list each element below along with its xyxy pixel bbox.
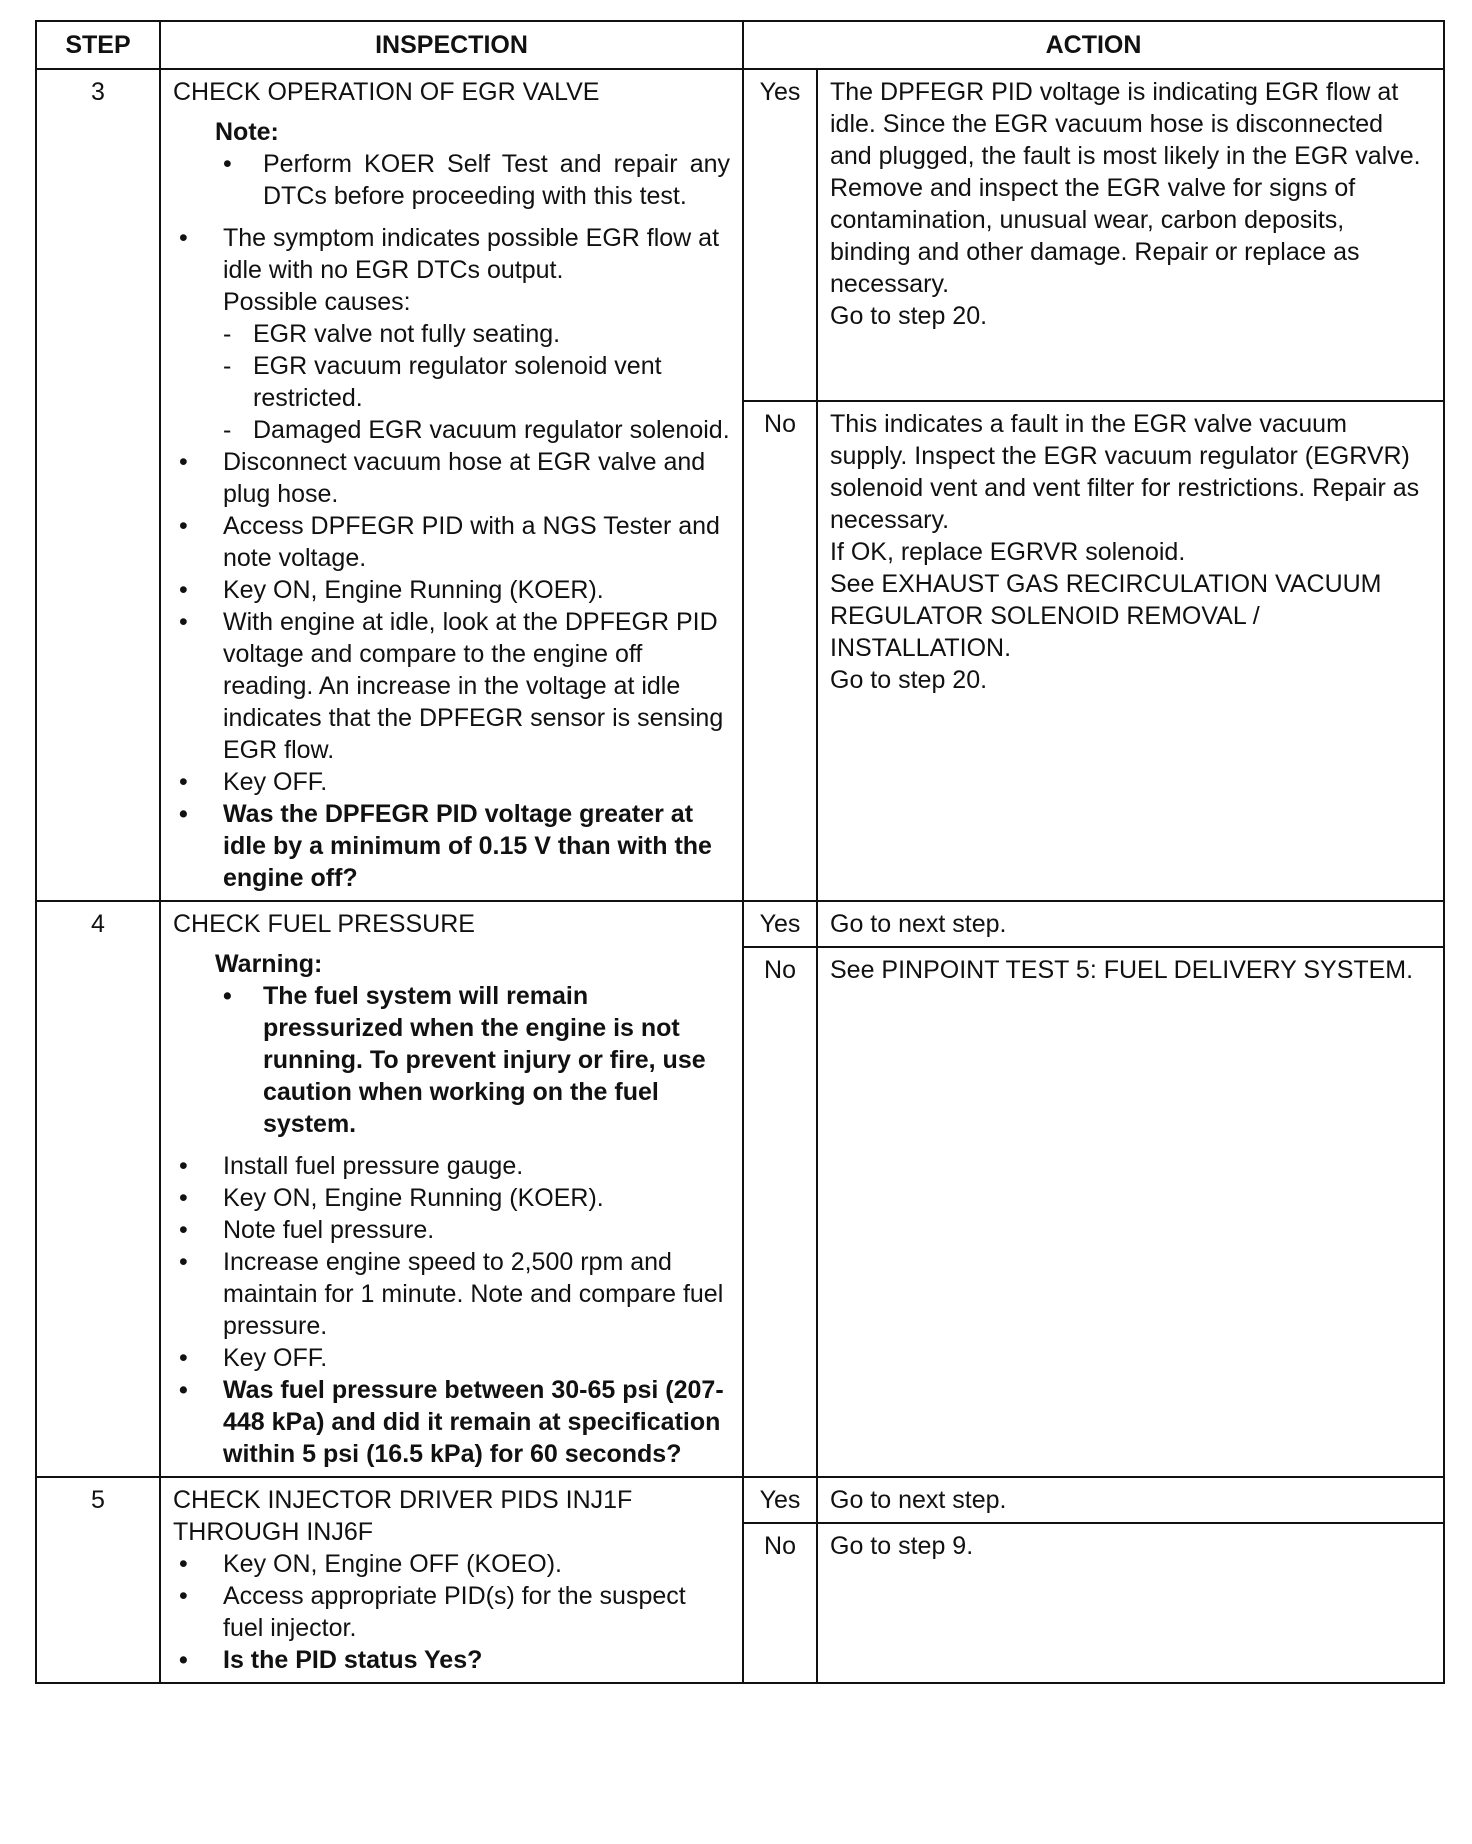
inspection-bullets [173,1548,730,1676]
no-action [817,1523,1444,1683]
list-item: • Key ON, Engine Running (KOER). [173,574,730,606]
note-block [173,116,730,212]
list-item: • Note fuel pressure. [173,1214,730,1246]
list-item: • Increase engine speed to 2,500 rpm and maintain for 1 minute. Note and compare fuel pressure. [173,1246,730,1342]
action-line: Go to step 9. [830,1532,974,1560]
list-item [173,222,730,318]
yes-label: Yes [743,901,817,947]
yes-action [817,901,1444,947]
step-5-inspection [160,1477,743,1683]
step-title: CHECK INJECTOR DRIVER PIDS INJ1F THROUGH INJ6F [173,1486,633,1546]
action-line: Go to step 20. [830,302,988,330]
step-3-inspection [160,69,743,901]
step-header: STEP [36,21,160,69]
action-line: This indicates a fault in the EGR valve vacuum supply. Inspect the EGR vacuum regulator (EGRVR) solenoid vent and vent filter for restrictions. Repair as necessary. [830,410,1420,534]
warning-block [173,948,730,1140]
yes-label: Yes [743,1477,817,1523]
step-5-yes-row [36,1477,1444,1523]
step-number: 4 [36,901,160,1477]
action-line: Go to next step. [830,1486,1007,1514]
list-item: • Access appropriate PID(s) for the suspect fuel injector. [173,1580,730,1644]
causes-list [173,318,730,446]
inspection-header: INSPECTION [160,21,743,69]
step-title: CHECK FUEL PRESSURE [173,910,475,938]
step-4-yes-row [36,901,1444,947]
question-item: • Was the DPFEGR PID voltage greater at idle by a minimum of 0.15 V than with the engine off? [173,798,730,894]
step-number: 3 [36,69,160,901]
list-item: • Key OFF. [173,1342,730,1374]
action-line: See EXHAUST GAS RECIRCULATION VACUUM REGULATOR SOLENOID REMOVAL / INSTALLATION. [830,570,1382,662]
step-4-inspection [160,901,743,1477]
list-item: • With engine at idle, look at the DPFEGR PID voltage and compare to the engine off reading. An increase in the voltage at idle indicates that the DPFEGR sensor is sensing EGR flow. [173,606,730,766]
list-item: • Disconnect vacuum hose at EGR valve and plug hose. [173,446,730,510]
action-line: If OK, replace EGRVR solenoid. [830,538,1186,566]
symptom-text: The symptom indicates possible EGR flow at idle with no EGR DTCs output. [223,224,720,284]
question-item: • Is the PID status Yes? [173,1644,730,1676]
no-action [817,401,1444,901]
header-row [36,21,1444,69]
cause-item: - EGR valve not fully seating. [173,318,730,350]
note-label: Note: [215,118,279,146]
no-action [817,947,1444,1477]
action-line: Go to step 20. [830,666,988,694]
question-item: • Was fuel pressure between 30-65 psi (207-448 kPa) and did it remain at specification within 5 psi (16.5 kPa) for 60 seconds? [173,1374,730,1470]
yes-label: Yes [743,69,817,401]
action-line: See PINPOINT TEST 5: FUEL DELIVERY SYSTEM. [830,956,1414,984]
no-label: No [743,947,817,1477]
note-item: • Perform KOER Self Test and repair any DTCs before proceeding with this test. [173,148,730,212]
step-3-yes-row [36,69,1444,401]
warning-item: • The fuel system will remain pressurized when the engine is not running. To prevent injury or fire, use caution when working on the fuel system. [173,980,730,1140]
cause-item: - Damaged EGR vacuum regulator solenoid. [173,414,730,446]
no-label: No [743,401,817,901]
action-line: Remove and inspect the EGR valve for signs of contamination, unusual wear, carbon deposits, binding and other damage. Repair or replace as necessary. [830,174,1360,298]
diagnostic-table [35,20,1445,1684]
possible-causes-label: Possible causes: [223,288,411,316]
inspection-bullets [173,222,730,318]
step-title: CHECK OPERATION OF EGR VALVE [173,78,600,106]
cause-item: - EGR vacuum regulator solenoid vent restricted. [173,350,730,414]
action-line: Go to next step. [830,910,1007,938]
list-item: • Key ON, Engine OFF (KOEO). [173,1548,730,1580]
list-item: • Key OFF. [173,766,730,798]
action-line: The DPFEGR PID voltage is indicating EGR flow at idle. Since the EGR vacuum hose is disconnected and plugged, the fault is most likely in the EGR valve. [830,78,1421,170]
action-header: ACTION [743,21,1444,69]
list-item: • Access DPFEGR PID with a NGS Tester and note voltage. [173,510,730,574]
step-number: 5 [36,1477,160,1683]
yes-action [817,69,1444,401]
yes-action [817,1477,1444,1523]
inspection-bullets [173,446,730,894]
list-item: • Install fuel pressure gauge. [173,1150,730,1182]
warning-label: Warning: [215,950,323,978]
no-label: No [743,1523,817,1683]
list-item: • Key ON, Engine Running (KOER). [173,1182,730,1214]
inspection-bullets [173,1150,730,1470]
